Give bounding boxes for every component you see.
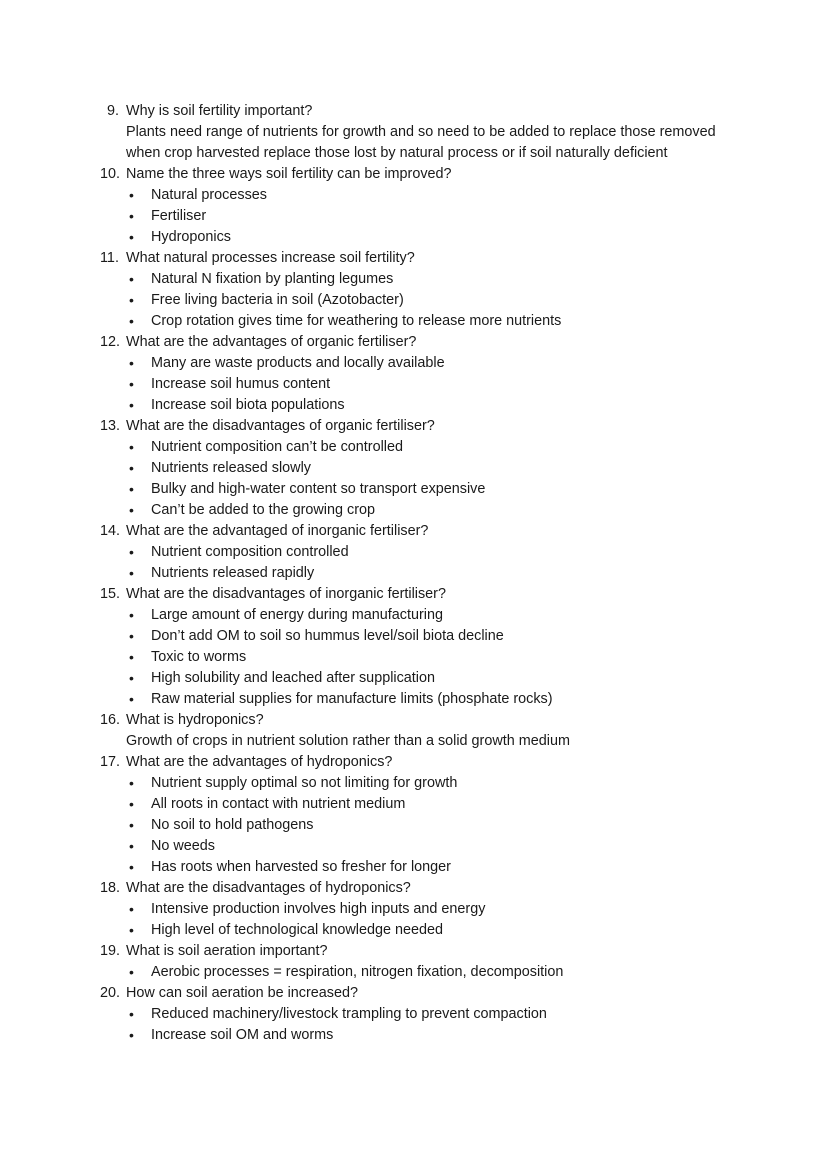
bullet-icon: •	[129, 796, 134, 812]
question-text: Name the three ways soil fertility can be improved?	[126, 166, 452, 182]
list-item	[0, 206, 828, 227]
question-number: 15.	[100, 586, 121, 602]
question-text: How can soil aeration be increased?	[126, 985, 358, 1001]
bullet-text: Hydroponics	[151, 229, 231, 245]
question-item	[0, 248, 828, 269]
list-item	[0, 269, 828, 290]
list-item	[0, 815, 828, 836]
question-number: 13.	[100, 418, 121, 434]
question-text: What are the advantages of organic fertiliser?	[126, 334, 417, 350]
question-item	[0, 710, 828, 731]
bullet-icon: •	[129, 313, 134, 329]
question-item	[0, 752, 828, 773]
bullet-icon: •	[129, 187, 134, 203]
bullet-icon: •	[129, 838, 134, 854]
bullet-icon: •	[129, 229, 134, 245]
bullet-text: Increase soil OM and worms	[151, 1027, 334, 1043]
bullet-icon: •	[129, 607, 134, 623]
document-page	[0, 101, 828, 1046]
bullet-icon: •	[129, 817, 134, 833]
question-number: 19.	[100, 943, 121, 959]
bullet-text: Bulky and high-water content so transport expensive	[151, 481, 486, 497]
bullet-icon: •	[129, 901, 134, 917]
bullet-text: Increase soil biota populations	[151, 397, 345, 413]
question-text: What are the advantages of hydroponics?	[126, 754, 393, 770]
list-item	[0, 836, 828, 857]
bullet-text: Free living bacteria in soil (Azotobacter)	[151, 292, 404, 308]
bullet-text: Fertiliser	[151, 208, 207, 224]
bullet-icon: •	[129, 670, 134, 686]
list-item	[0, 311, 828, 332]
question-item	[0, 416, 828, 437]
bullet-icon: •	[129, 544, 134, 560]
question-number: 12.	[100, 334, 121, 350]
bullet-text: Has roots when harvested so fresher for longer	[151, 859, 451, 875]
question-text: What are the advantaged of inorganic fertiliser?	[126, 523, 429, 539]
list-item	[0, 563, 828, 584]
question-text: What is hydroponics?	[126, 712, 264, 728]
bullet-icon: •	[129, 691, 134, 707]
bullet-text: No weeds	[151, 838, 215, 854]
bullet-icon: •	[129, 1027, 134, 1043]
question-item	[0, 332, 828, 353]
bullet-icon: •	[129, 859, 134, 875]
bullet-text: Nutrients released slowly	[151, 460, 311, 476]
question-item	[0, 941, 828, 962]
bullet-icon: •	[129, 481, 134, 497]
bullet-text: Increase soil humus content	[151, 376, 331, 392]
list-item	[0, 773, 828, 794]
question-number: 17.	[100, 754, 121, 770]
question-item	[0, 878, 828, 899]
list-item	[0, 1004, 828, 1025]
bullet-text: Don’t add OM to soil so hummus level/soil biota decline	[151, 628, 504, 644]
bullet-text: Natural processes	[151, 187, 267, 203]
answer-text: Growth of crops in nutrient solution rather than a solid growth medium	[126, 733, 570, 749]
list-item	[0, 290, 828, 311]
bullet-text: Can’t be added to the growing crop	[151, 502, 376, 518]
question-number: 11.	[100, 250, 119, 266]
bullet-text: High level of technological knowledge needed	[151, 922, 444, 938]
bullet-icon: •	[129, 922, 134, 938]
list-item	[0, 920, 828, 941]
question-text: Why is soil fertility important?	[126, 103, 313, 119]
list-item	[0, 374, 828, 395]
bullet-text: Crop rotation gives time for weathering to release more nutrients	[151, 313, 562, 329]
list-item	[0, 227, 828, 248]
list-item	[0, 353, 828, 374]
list-item	[0, 689, 828, 710]
bullet-icon: •	[129, 355, 134, 371]
bullet-text: Natural N fixation by planting legumes	[151, 271, 394, 287]
question-number: 16.	[100, 712, 121, 728]
question-item	[0, 164, 828, 185]
question-number: 20.	[100, 985, 121, 1001]
question-number: 18.	[100, 880, 121, 896]
bullet-icon: •	[129, 292, 134, 308]
list-item	[0, 500, 828, 521]
bullet-text: High solubility and leached after supplication	[151, 670, 435, 686]
bullet-text: Aerobic processes = respiration, nitrogen fixation, decomposition	[151, 964, 564, 980]
question-text: What are the disadvantages of inorganic fertiliser?	[126, 586, 446, 602]
question-text: What natural processes increase soil fertility?	[126, 250, 415, 266]
list-item	[0, 185, 828, 206]
question-text: What are the disadvantages of organic fertiliser?	[126, 418, 435, 434]
question-text: What is soil aeration important?	[126, 943, 328, 959]
bullet-icon: •	[129, 502, 134, 518]
bullet-text: Intensive production involves high inputs and energy	[151, 901, 486, 917]
bullet-text: Nutrient supply optimal so not limiting for growth	[151, 775, 458, 791]
bullet-text: No soil to hold pathogens	[151, 817, 314, 833]
answer-text: Plants need range of nutrients for growth and so need to be added to replace those removed when crop harvested replace those lost by natural process or if soil naturally deficient	[126, 124, 716, 161]
list-item	[0, 857, 828, 878]
bullet-text: Raw material supplies for manufacture limits (phosphate rocks)	[151, 691, 553, 707]
list-item	[0, 626, 828, 647]
bullet-icon: •	[129, 439, 134, 455]
list-item	[0, 794, 828, 815]
bullet-icon: •	[129, 775, 134, 791]
list-item	[0, 962, 828, 983]
question-number: 14.	[100, 523, 121, 539]
bullet-icon: •	[129, 397, 134, 413]
bullet-text: Toxic to worms	[151, 649, 247, 665]
bullet-text: Reduced machinery/livestock trampling to prevent compaction	[151, 1006, 547, 1022]
bullet-icon: •	[129, 376, 134, 392]
bullet-text: Nutrients released rapidly	[151, 565, 315, 581]
list-item	[0, 668, 828, 689]
question-number: 9.	[107, 103, 120, 119]
question-text: What are the disadvantages of hydroponics?	[126, 880, 411, 896]
list-item	[0, 899, 828, 920]
bullet-text: Large amount of energy during manufacturing	[151, 607, 443, 623]
bullet-icon: •	[129, 208, 134, 224]
bullet-icon: •	[129, 964, 134, 980]
list-item	[0, 395, 828, 416]
bullet-text: Many are waste products and locally available	[151, 355, 445, 371]
list-item	[0, 1025, 828, 1046]
bullet-icon: •	[129, 271, 134, 287]
bullet-icon: •	[129, 460, 134, 476]
bullet-icon: •	[129, 649, 134, 665]
bullet-icon: •	[129, 1006, 134, 1022]
question-item	[0, 584, 828, 605]
list-item	[0, 458, 828, 479]
list-item	[0, 479, 828, 500]
bullet-icon: •	[129, 565, 134, 581]
list-item	[0, 542, 828, 563]
list-item	[0, 605, 828, 626]
bullet-icon: •	[129, 628, 134, 644]
list-item	[0, 647, 828, 668]
question-item	[0, 983, 828, 1004]
question-item	[0, 521, 828, 542]
list-item	[0, 437, 828, 458]
question-number: 10.	[100, 166, 121, 182]
bullet-text: Nutrient composition controlled	[151, 544, 349, 560]
question-item	[0, 101, 828, 122]
bullet-text: Nutrient composition can’t be controlled	[151, 439, 403, 455]
bullet-text: All roots in contact with nutrient medium	[151, 796, 406, 812]
